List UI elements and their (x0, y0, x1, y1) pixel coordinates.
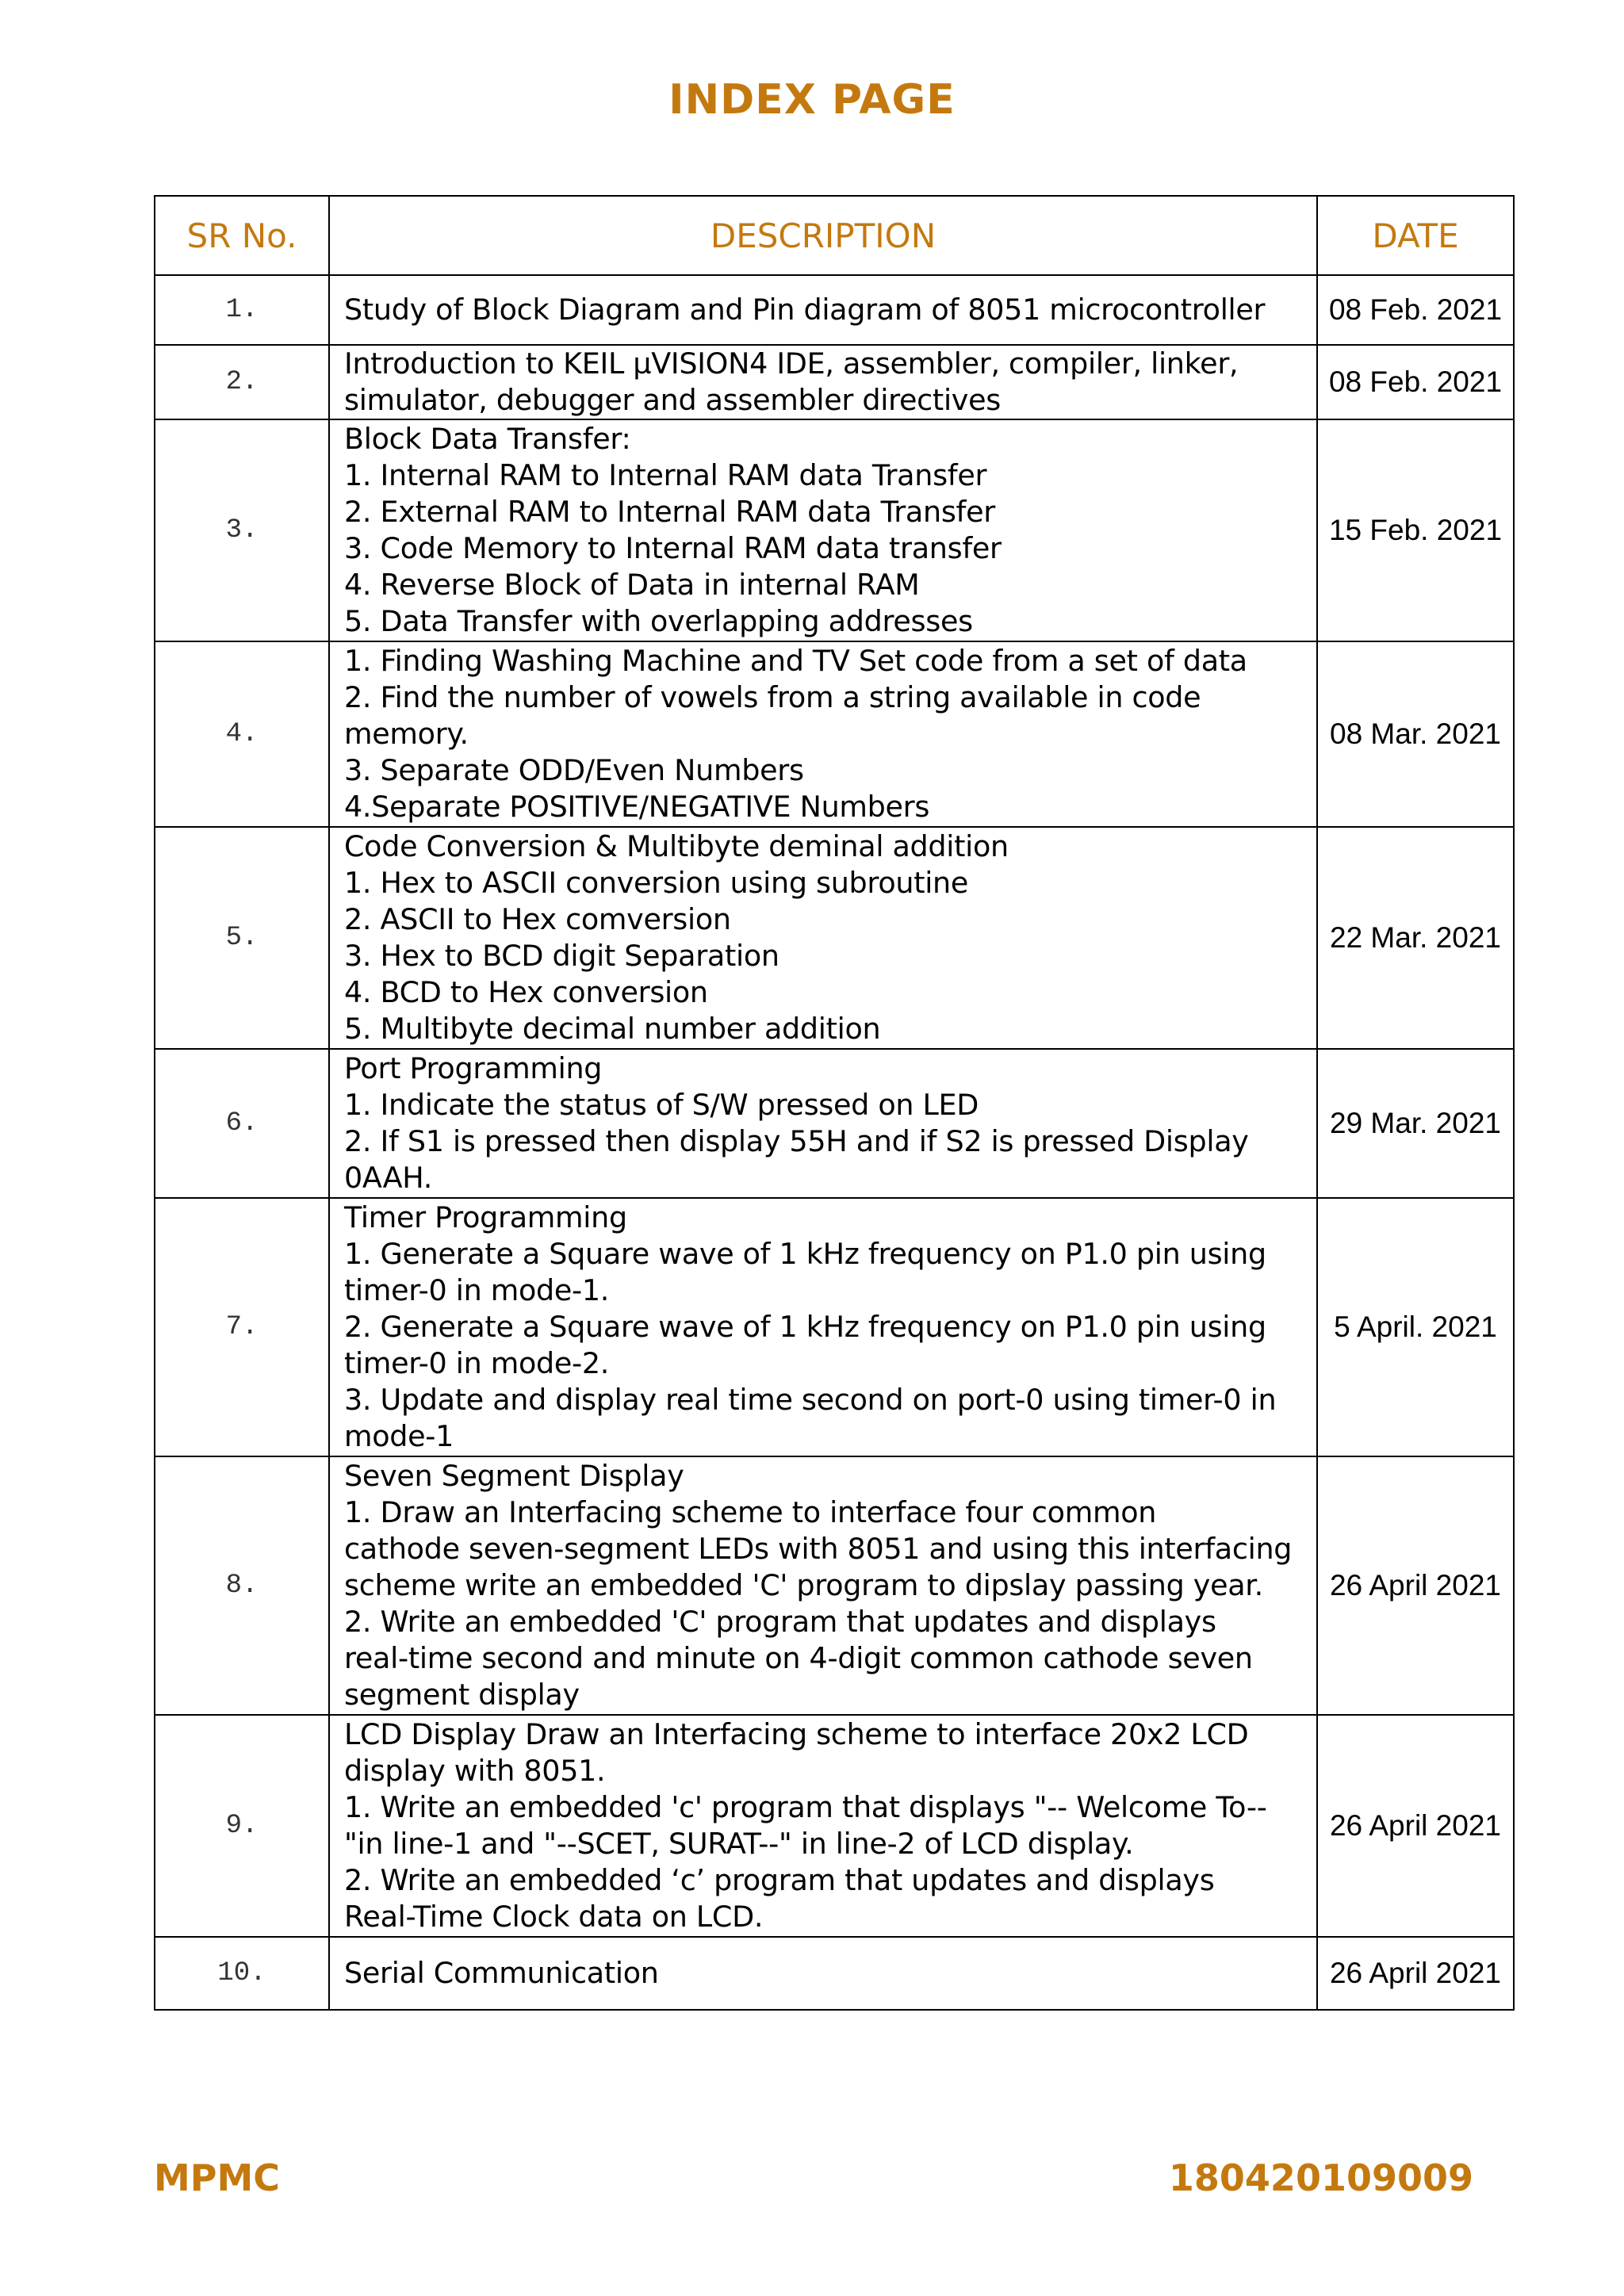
description-line: timer-0 in mode-1. (344, 1273, 610, 1307)
description-line: 2. External RAM to Internal RAM data Transfer (344, 495, 995, 529)
sr-number: 9. (155, 1715, 329, 1937)
description-cell (329, 275, 1317, 345)
header-sr-no: SR No. (155, 196, 329, 275)
footer-enrollment-number: 180420109009 (1168, 2156, 1473, 2199)
description-line: Study of Block Diagram and Pin diagram of 8051 microcontroller (344, 293, 1266, 327)
description-line: real-time second and minute on 4-digit common cathode seven (344, 1641, 1253, 1675)
description-line: Timer Programming (344, 1200, 627, 1234)
description-line: simulator, debugger and assembler directives (344, 383, 1001, 417)
description-line: Seven Segment Display (344, 1459, 684, 1493)
sr-number: 3. (155, 419, 329, 641)
description-line: memory. (344, 717, 469, 751)
table-row (155, 1937, 1514, 2010)
description-line: 2. Find the number of vowels from a string available in code (344, 680, 1201, 714)
description-cell (329, 419, 1317, 641)
description-line: Block Data Transfer: (344, 422, 631, 456)
sr-number: 6. (155, 1049, 329, 1198)
date-cell: 26 April 2021 (1317, 1456, 1514, 1715)
description-line: segment display (344, 1678, 580, 1712)
description-line: 1. Write an embedded 'c' program that displays "-- Welcome To-- (344, 1790, 1267, 1824)
description-line: 3. Separate ODD/Even Numbers (344, 753, 804, 787)
description-line: 1. Generate a Square wave of 1 kHz frequency on P1.0 pin using (344, 1237, 1266, 1271)
description-line: Real-Time Clock data on LCD. (344, 1900, 764, 1934)
table-row (155, 1715, 1514, 1937)
table-row (155, 345, 1514, 419)
description-line: 4. Reverse Block of Data in internal RAM (344, 568, 920, 602)
sr-number: 10. (155, 1937, 329, 2010)
description-line: 4. BCD to Hex conversion (344, 975, 708, 1009)
table-row (155, 419, 1514, 641)
description-cell (329, 1049, 1317, 1198)
description-cell (329, 1456, 1317, 1715)
index-table (154, 195, 1515, 2011)
description-line: mode-1 (344, 1419, 454, 1453)
description-line: cathode seven-segment LEDs with 8051 and using this interfacing (344, 1532, 1293, 1566)
date-cell: 5 April. 2021 (1317, 1198, 1514, 1456)
table-header-row (155, 196, 1514, 275)
table-row (155, 641, 1514, 827)
table-row (155, 275, 1514, 345)
description-line: 2. Write an embedded ‘c’ program that updates and displays (344, 1863, 1215, 1897)
header-description: DESCRIPTION (329, 196, 1317, 275)
description-line: 1. Hex to ASCII conversion using subroutine (344, 866, 969, 900)
description-line: 3. Update and display real time second on port-0 using timer-0 in (344, 1383, 1277, 1417)
description-line: 5. Multibyte decimal number addition (344, 1012, 881, 1046)
date-cell: 26 April 2021 (1317, 1937, 1514, 2010)
header-date: DATE (1317, 196, 1514, 275)
footer-subject: MPMC (154, 2156, 281, 2199)
date-cell: 08 Mar. 2021 (1317, 641, 1514, 827)
description-cell (329, 827, 1317, 1049)
date-cell: 15 Feb. 2021 (1317, 419, 1514, 641)
sr-number: 1. (155, 275, 329, 345)
table-row (155, 1198, 1514, 1456)
sr-number: 5. (155, 827, 329, 1049)
description-line: 2. Write an embedded 'C' program that updates and displays (344, 1605, 1216, 1639)
table-row (155, 827, 1514, 1049)
description-line: "in line-1 and "--SCET, SURAT--" in line-2 of LCD display. (344, 1827, 1134, 1861)
sr-number: 2. (155, 345, 329, 419)
description-cell (329, 1198, 1317, 1456)
page-title: INDEX PAGE (668, 76, 956, 124)
description-line: 2. Generate a Square wave of 1 kHz frequency on P1.0 pin using (344, 1310, 1266, 1344)
description-line: 3. Hex to BCD digit Separation (344, 939, 779, 973)
description-line: 1. Internal RAM to Internal RAM data Transfer (344, 458, 987, 492)
description-line: 0AAH. (344, 1161, 433, 1195)
description-line: timer-0 in mode-2. (344, 1346, 610, 1380)
description-line: scheme write an embedded 'C' program to dipslay passing year. (344, 1568, 1263, 1602)
description-line: 4.Separate POSITIVE/NEGATIVE Numbers (344, 790, 930, 824)
description-line: 1. Finding Washing Machine and TV Set code from a set of data (344, 644, 1247, 678)
description-line: 1. Draw an Interfacing scheme to interface four common (344, 1495, 1157, 1529)
sr-number: 4. (155, 641, 329, 827)
description-line: LCD Display Draw an Interfacing scheme to interface 20x2 LCD (344, 1717, 1249, 1751)
date-cell: 22 Mar. 2021 (1317, 827, 1514, 1049)
sr-number: 8. (155, 1456, 329, 1715)
description-line: Introduction to KEIL µVISION4 IDE, assembler, compiler, linker, (344, 346, 1239, 381)
description-line: display with 8051. (344, 1754, 606, 1788)
table-row (155, 1049, 1514, 1198)
description-cell (329, 345, 1317, 419)
date-cell: 26 April 2021 (1317, 1715, 1514, 1937)
date-cell: 08 Feb. 2021 (1317, 275, 1514, 345)
description-line: 3. Code Memory to Internal RAM data transfer (344, 531, 1002, 565)
sr-number: 7. (155, 1198, 329, 1456)
description-line: 1. Indicate the status of S/W pressed on LED (344, 1088, 979, 1122)
description-line: Code Conversion & Multibyte deminal addition (344, 829, 1009, 863)
description-line: Port Programming (344, 1051, 603, 1085)
description-line: 2. ASCII to Hex comversion (344, 902, 731, 936)
date-cell: 29 Mar. 2021 (1317, 1049, 1514, 1198)
description-cell (329, 1937, 1317, 2010)
date-cell: 08 Feb. 2021 (1317, 345, 1514, 419)
table-row (155, 1456, 1514, 1715)
description-line: 2. If S1 is pressed then display 55H and if S2 is pressed Display (344, 1124, 1249, 1158)
description-line: 5. Data Transfer with overlapping addresses (344, 604, 973, 638)
description-cell (329, 1715, 1317, 1937)
description-cell (329, 641, 1317, 827)
description-line: Serial Communication (344, 1956, 659, 1990)
